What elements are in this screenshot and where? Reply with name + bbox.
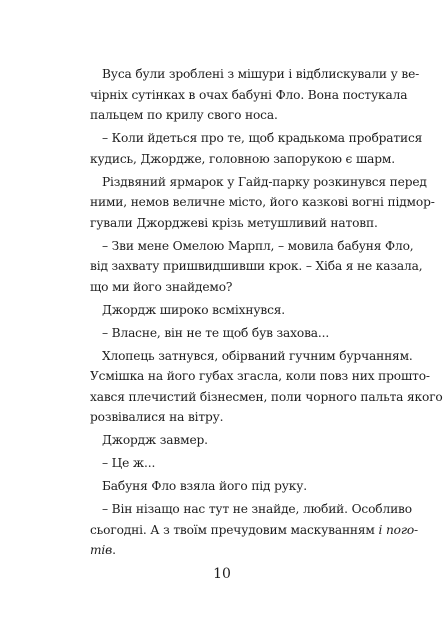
- text-line: [90, 540, 356, 561]
- text-line: Джордж завмер.: [102, 433, 208, 447]
- text-line: – Зви мене Омелою Марпл, – мовила бабуня Фло,: [102, 238, 414, 253]
- text-line: від захвату пришвидшивши крок. – Хіба я не казала,: [90, 259, 423, 273]
- text-line: Вуса були зроблені з мішури і відблискували у ве-: [102, 67, 420, 81]
- page-number: 10: [213, 566, 231, 582]
- text-line: – Власне, він не те щоб був захова...: [102, 325, 330, 340]
- paragraph-3: [90, 172, 435, 234]
- paragraph-4: [90, 236, 423, 298]
- text-line: розвівалися на вітру.: [90, 410, 224, 424]
- text-line: – Коли йдеться про те, щоб крадькома пробратися: [102, 131, 423, 145]
- paragraph-5: [90, 300, 356, 321]
- text-line: що ми його знайдемо?: [90, 279, 233, 294]
- text-line: [90, 520, 419, 541]
- paragraph-6: [90, 323, 356, 344]
- text-line: Бабуня Фло взяла його під руку.: [102, 479, 308, 493]
- text-line: пальцем по крилу свого носа.: [90, 108, 278, 122]
- paragraph-10: [90, 476, 356, 497]
- paragraph-1: [90, 64, 420, 126]
- text-line: кудись, Джордже, головною запорукою є шарм.: [90, 151, 395, 166]
- body-text: [90, 64, 443, 561]
- text-line: Джордж широко всміхнувся.: [102, 302, 286, 317]
- paragraph-11: [90, 499, 419, 561]
- italic-text: тів: [90, 543, 113, 557]
- text-line: Хлопець затнувся, обірваний гучним бурчанням.: [102, 348, 413, 363]
- text-line: Усмішка на його губах згасла, коли повз них прошто-: [90, 369, 430, 383]
- text-line: хався плечистий бізнесмен, поли чорного пальта якого: [90, 389, 443, 404]
- text-line: – Він нізащо нас тут не знайде, любий. Особливо: [102, 502, 412, 516]
- text-line: чірніх сутінках в очах бабуні Фло. Вона постукала: [90, 87, 408, 102]
- text-line: Різдвяний ярмарок у Гайд-парку розкинувся перед: [102, 174, 427, 189]
- italic-text: і пого-: [378, 522, 419, 537]
- text-line-part: сьогодні. А з твоїм пречудовим маскуванням: [90, 522, 375, 537]
- paragraph-8: [90, 430, 356, 451]
- paragraph-7: [90, 346, 443, 428]
- text-line: – Це ж...: [102, 456, 156, 470]
- text-line-part: .: [112, 543, 116, 557]
- text-line: ними, немов величне місто, його казкові вогні підмор-: [90, 195, 435, 209]
- paragraph-2: [90, 128, 423, 169]
- text-line: гували Джорджеві крізь метушливий натовп.: [90, 215, 378, 230]
- paragraph-9: [90, 453, 356, 474]
